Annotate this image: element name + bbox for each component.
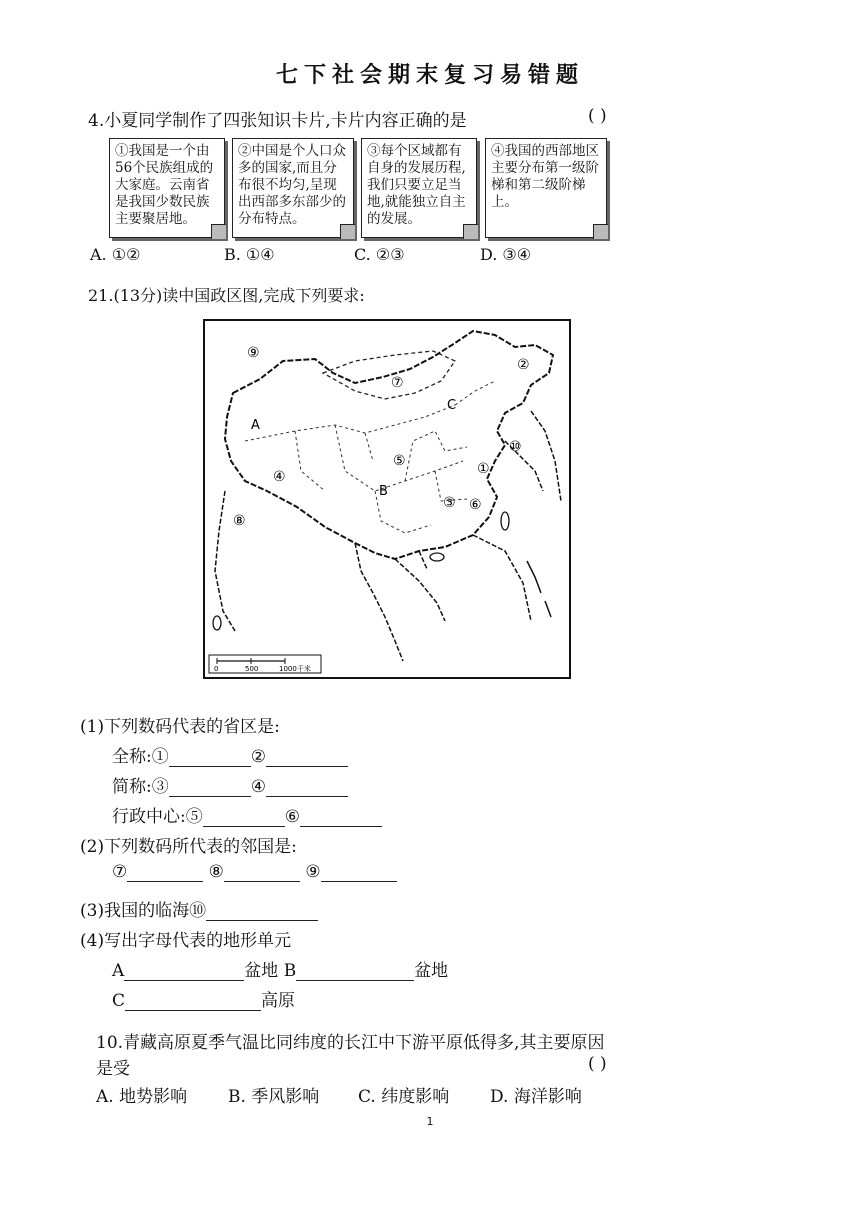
num-2: ② [250, 747, 266, 767]
answer-blank-10[interactable] [206, 902, 318, 921]
short-name-label: 简称: [112, 777, 152, 797]
q21-sub2: (2)下列数码所代表的邻国是: [80, 837, 297, 857]
q21-neighbor-row [112, 862, 397, 882]
map-label-5: ⑤ [393, 453, 406, 469]
card-text: ③每个区域都有自身的发展历程,我们只要立足当地,就能独立自主的发展。 [367, 143, 466, 227]
num-8: ⑧ [208, 862, 224, 882]
map-label-3: ③ [443, 495, 456, 511]
china-border [225, 331, 553, 559]
province-lines [245, 381, 495, 533]
hainan-island [430, 553, 444, 561]
q4-option-c[interactable]: C. ②③ [354, 245, 405, 264]
q21-sub4: (4)写出字母代表的地形单元 [80, 931, 292, 951]
q10-stem-line2: 是受 [96, 1059, 130, 1079]
japan-korea-coast [531, 411, 561, 501]
q4-option-d[interactable]: D. ③④ [480, 245, 532, 264]
philippines-islands [527, 561, 551, 617]
num-6: ⑥ [284, 807, 300, 827]
taiwan-island [501, 512, 509, 530]
answer-blank-c[interactable] [125, 992, 261, 1011]
answer-blank-9[interactable] [321, 863, 397, 882]
map-drawing [205, 321, 569, 677]
num-3: ③ [151, 777, 169, 797]
letter-a: A [112, 961, 125, 981]
map-label-A: A [251, 418, 260, 433]
knowledge-card-2 [232, 138, 354, 238]
page-number: 1 [426, 1115, 434, 1128]
q21-sub3-row [80, 896, 318, 921]
answer-blank-1[interactable] [169, 748, 251, 767]
q10-option-d[interactable]: D. 海洋影响 [490, 1087, 582, 1107]
map-label-4: ④ [273, 469, 286, 485]
answer-blank-a[interactable] [124, 962, 244, 981]
answer-blank-7[interactable] [127, 863, 203, 882]
q4-answer-paren: ( ) [588, 106, 607, 126]
knowledge-card-3 [361, 138, 477, 238]
plateau-label: 高原 [261, 991, 296, 1011]
card-text: ④我国的西部地区主要分布第一级阶梯和第二级阶梯上。 [491, 143, 599, 210]
china-political-map [203, 319, 571, 679]
answer-blank-6[interactable] [300, 808, 382, 827]
knowledge-card-4 [485, 138, 607, 238]
q21-sub1: (1)下列数码代表的省区是: [80, 717, 280, 737]
num-1: ① [151, 747, 169, 767]
scale-label-1000: 1000千米 [279, 665, 311, 673]
letter-c: C [112, 991, 126, 1011]
q21-admin-center-row [112, 802, 382, 827]
q10-option-a[interactable]: A. 地势影响 [96, 1087, 188, 1107]
answer-blank-5[interactable] [203, 808, 285, 827]
num-5: ⑤ [185, 807, 203, 827]
india-coast [215, 491, 235, 631]
answer-blank-2[interactable] [266, 748, 348, 767]
basin-label-1: 盆地 [244, 961, 279, 981]
q21-landform-ab-row [112, 956, 448, 981]
card-text: ②中国是个人口众多的国家,而且分布很不均匀,呈现出西部多东部少的分布特点。 [238, 143, 346, 227]
knowledge-card-1 [109, 138, 225, 238]
q21-sub3: (3)我国的临海⑩ [80, 901, 207, 921]
num-9: ⑨ [305, 862, 321, 882]
admin-center-label: 行政中心: [112, 807, 186, 827]
scale-label-500: 500 [245, 665, 259, 673]
basin-label-2: 盆地 [414, 961, 449, 981]
q10-option-b[interactable]: B. 季风影响 [228, 1087, 320, 1107]
q10-option-c[interactable]: C. 纬度影响 [358, 1087, 450, 1107]
map-label-9: ⑨ [247, 345, 260, 361]
answer-blank-4[interactable] [266, 778, 348, 797]
answer-blank-b[interactable] [296, 962, 414, 981]
card-text: ①我国是一个由56个民族组成的大家庭。云南省是我国少数民族主要聚居地。 [115, 143, 214, 227]
q21-stem: 21.(13分)读中国政区图,完成下列要求: [88, 286, 365, 305]
map-label-6: ⑥ [469, 497, 482, 513]
q21-short-name-row [112, 772, 348, 797]
map-label-7: ⑦ [391, 375, 404, 391]
page-title: 七下社会期末复习易错题 [275, 62, 584, 88]
answer-blank-3[interactable] [169, 778, 251, 797]
map-label-8: ⑧ [233, 513, 246, 529]
map-label-1: ① [477, 461, 490, 477]
q4-stem: 4.小夏同学制作了四张知识卡片,卡片内容正确的是 [88, 111, 467, 131]
q10-answer-paren: ( ) [588, 1054, 607, 1074]
map-label-2: ② [517, 357, 530, 373]
num-4: ④ [250, 777, 266, 797]
southeast-asia-coast [355, 441, 543, 661]
q10-stem-line1: 10.青藏高原夏季气温比同纬度的长江中下游平原低得多,其主要原因 [96, 1033, 605, 1053]
q21-landform-c-row [112, 986, 295, 1011]
num-7: ⑦ [112, 862, 128, 882]
map-label-C: C [447, 398, 457, 413]
map-label-B: B [379, 484, 388, 499]
sri-lanka-island [213, 616, 221, 630]
q4-option-a[interactable]: A. ①② [90, 245, 141, 264]
q21-full-name-row [112, 742, 348, 767]
full-name-label: 全称: [112, 747, 152, 767]
map-label-10: ⑩ [509, 439, 522, 455]
answer-blank-8[interactable] [224, 863, 300, 882]
letter-b: B [283, 961, 297, 981]
q4-option-b[interactable]: B. ①④ [224, 245, 275, 264]
scale-label-0: 0 [214, 665, 219, 673]
